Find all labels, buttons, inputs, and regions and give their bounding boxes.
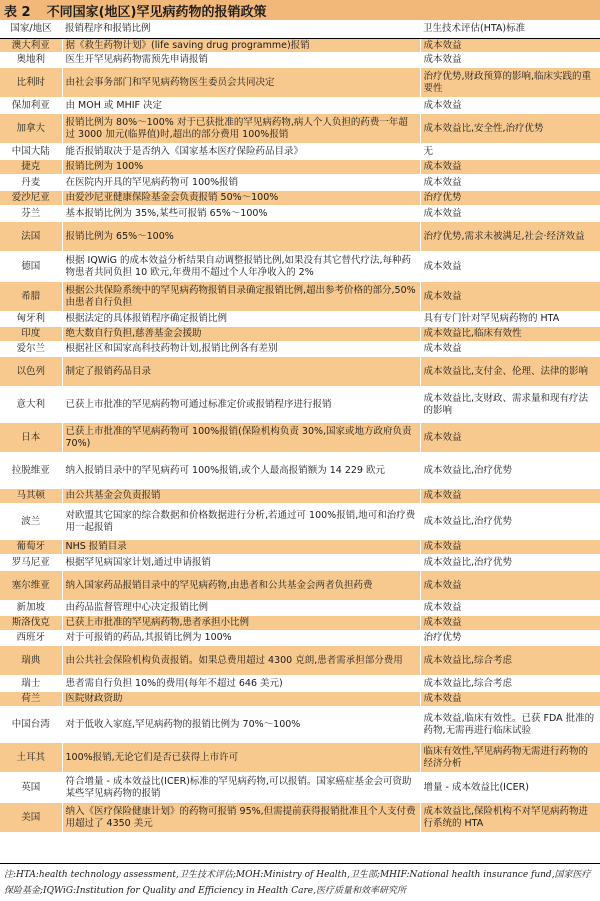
table-row — [0, 743, 600, 773]
table-note: 注:HTA:health technology assessment,卫生技术评估;MOH:Ministry of Health,卫生部;MHIF:National health insurance fund,国家医疗保险基金;IQWiG:Institution for Quality and Efficiency in Health Care,医疗质量和效率研究所 — [0, 863, 600, 899]
policy-cell: 对欧盟其它国家的综合数据和价格数据进行分析,若通过可 100%报销,地可和治疗费用一起报销 — [62, 504, 420, 540]
table-row — [0, 601, 600, 616]
table-row — [0, 191, 600, 206]
policy-cell: 由社会事务部门和罕见病药物医生委员会共同决定 — [62, 68, 420, 98]
country-cell: 德国 — [0, 252, 62, 282]
country-cell: 匈牙利 — [0, 312, 62, 327]
policy-cell: 根据公共保险系统中的罕见病药物报销目录确定报销比例,超出参考价格的部分,50%由患者自行负担 — [62, 282, 420, 312]
policy-cell: 根据罕见病国家计划,通过申请报销 — [62, 555, 420, 571]
country-cell: 爱沙尼亚 — [0, 191, 62, 206]
hta-cell: 成本效益 — [420, 601, 600, 616]
hta-cell: 成本效益 — [420, 282, 600, 312]
table-title — [0, 0, 600, 20]
country-cell: 以色列 — [0, 357, 62, 387]
country-cell: 瑞士 — [0, 676, 62, 692]
policy-cell: 由公共基金会负责报销 — [62, 489, 420, 504]
hta-cell: 成本效益比,保险机构不对罕见病药物进行系统的 HTA — [420, 803, 600, 833]
table-row — [0, 803, 600, 833]
table-row — [0, 646, 600, 676]
hta-cell: 成本效益 — [420, 175, 600, 191]
country-cell: 印度 — [0, 327, 62, 342]
table-row — [0, 571, 600, 601]
country-cell: 美国 — [0, 803, 62, 833]
hta-cell: 成本效益比,治疗优势 — [420, 555, 600, 571]
table-row — [0, 282, 600, 312]
country-cell: 马其顿 — [0, 489, 62, 504]
table-row — [0, 540, 600, 555]
hta-cell: 治疗优势,财政预算的影响,临床实践的重要性 — [420, 68, 600, 98]
hta-cell: 无 — [420, 144, 600, 160]
table-row — [0, 504, 600, 540]
country-cell: 加拿大 — [0, 114, 62, 144]
header-hta: 卫生技术评估(HTA)标准 — [420, 20, 600, 39]
table-row — [0, 453, 600, 489]
table-row — [0, 175, 600, 191]
hta-cell: 成本效益比,治疗优势 — [420, 504, 600, 540]
table-row — [0, 144, 600, 160]
table-row — [0, 206, 600, 222]
policy-cell: 报销比例为 100% — [62, 160, 420, 175]
country-cell: 丹麦 — [0, 175, 62, 191]
country-cell: 拉脱维亚 — [0, 453, 62, 489]
country-cell: 爱尔兰 — [0, 342, 62, 357]
country-cell: 罗马尼亚 — [0, 555, 62, 571]
table-row — [0, 327, 600, 342]
table-row — [0, 631, 600, 646]
table-row — [0, 357, 600, 387]
hta-cell: 成本效益 — [420, 571, 600, 601]
table-row — [0, 423, 600, 453]
country-cell: 保加利亚 — [0, 98, 62, 114]
table-number: 表 2 — [4, 4, 31, 20]
table-row — [0, 342, 600, 357]
table-row — [0, 252, 600, 282]
policy-cell: 对于低收入家庭,罕见病药物的报销比例为 70%～100% — [62, 707, 420, 743]
policy-cell: 根据社区和国家高科技药物计划,报销比例各有差别 — [62, 342, 420, 357]
policy-cell: 据《救生药物计划》(life saving drug programme)报销 — [62, 39, 420, 53]
policy-cell: 由公共社会保险机构负责报销。如果总费用超过 4300 克朗,患者需承担部分费用 — [62, 646, 420, 676]
country-cell: 瑞典 — [0, 646, 62, 676]
table-row — [0, 39, 600, 53]
policy-cell: 已获上市批准的罕见病药物可通过标准定价或报销程序进行报销 — [62, 387, 420, 423]
country-cell: 西班牙 — [0, 631, 62, 646]
table-row — [0, 114, 600, 144]
hta-cell: 成本效益 — [420, 206, 600, 222]
policy-cell: 根据法定的具体报销程序确定报销比例 — [62, 312, 420, 327]
hta-cell: 成本效益 — [420, 540, 600, 555]
hta-cell: 成本效益 — [420, 39, 600, 53]
country-cell: 奥地利 — [0, 53, 62, 68]
country-cell: 斯洛伐克 — [0, 616, 62, 631]
country-cell: 新加坡 — [0, 601, 62, 616]
country-cell: 日本 — [0, 423, 62, 453]
country-cell: 波兰 — [0, 504, 62, 540]
hta-cell: 成本效益 — [420, 53, 600, 68]
hta-cell: 成本效益 — [420, 692, 600, 707]
table-row — [0, 616, 600, 631]
hta-cell: 成本效益 — [420, 252, 600, 282]
policy-cell: 由药品监督管理中心决定报销比例 — [62, 601, 420, 616]
country-cell: 捷克 — [0, 160, 62, 175]
policy-cell: 能否报销取决于是否纳入《国家基本医疗保险药品目录》 — [62, 144, 420, 160]
table-header-row — [0, 20, 600, 39]
policy-cell: 绝大数自行负担,慈善基金会援助 — [62, 327, 420, 342]
table-row — [0, 676, 600, 692]
table-title-text: 不同国家(地区)罕见病药物的报销政策 — [46, 4, 267, 20]
hta-cell: 成本效益 — [420, 423, 600, 453]
country-cell: 中国大陆 — [0, 144, 62, 160]
hta-cell: 成本效益比,综合考虑 — [420, 646, 600, 676]
policy-cell: 由 MOH 或 MHIF 决定 — [62, 98, 420, 114]
header-policy: 报销程序和报销比例 — [62, 20, 420, 39]
hta-cell: 成本效益比,支付金、伦理、法律的影响 — [420, 357, 600, 387]
hta-cell: 成本效益,临床有效性。已获 FDA 批准的药物,无需再进行临床试验 — [420, 707, 600, 743]
policy-cell: 基本报销比例为 35%,某些可报销 65%～100% — [62, 206, 420, 222]
policy-cell: 制定了报销药品目录 — [62, 357, 420, 387]
table-row — [0, 387, 600, 423]
policy-cell: 已获上市批准的罕见病药物可 100%报销(保险机构负责 30%,国家或地方政府负责 70%) — [62, 423, 420, 453]
table-row — [0, 53, 600, 68]
table-row — [0, 68, 600, 98]
hta-cell: 成本效益 — [420, 616, 600, 631]
hta-cell: 成本效益 — [420, 98, 600, 114]
country-cell: 澳大利亚 — [0, 39, 62, 53]
table-row — [0, 773, 600, 803]
country-cell: 芬兰 — [0, 206, 62, 222]
hta-cell: 治疗优势,需求未被满足,社会·经济效益 — [420, 222, 600, 252]
country-cell: 希腊 — [0, 282, 62, 312]
policy-cell: 由爱沙尼亚健康保险基金会负责报销 50%～100% — [62, 191, 420, 206]
table-row — [0, 312, 600, 327]
table-row — [0, 489, 600, 504]
country-cell: 葡萄牙 — [0, 540, 62, 555]
country-cell: 意大利 — [0, 387, 62, 423]
policy-table — [0, 20, 600, 833]
country-cell: 法国 — [0, 222, 62, 252]
policy-cell: 医院财政资助 — [62, 692, 420, 707]
policy-cell: 已获上市批准的罕见病药物,患者承担小比例 — [62, 616, 420, 631]
policy-cell: 纳入国家药品报销目录中的罕见病药物,由患者和公共基金会两者负担药费 — [62, 571, 420, 601]
table-row — [0, 160, 600, 175]
policy-cell: 医生开罕见病药物需预先申请报销 — [62, 53, 420, 68]
policy-cell: 100%报销,无论它们是否已获得上市许可 — [62, 743, 420, 773]
policy-cell: 纳入《医疗保险健康计划》的药物可报销 95%,但需提前获得报销批准且个人支付费用超过了 4350 美元 — [62, 803, 420, 833]
policy-cell: 纳入报销目录中的罕见病药可 100%报销,或个人最高报销额为 14 229 欧元 — [62, 453, 420, 489]
country-cell: 塞尔维亚 — [0, 571, 62, 601]
table-row — [0, 98, 600, 114]
policy-cell: 符合增量 - 成本效益比(ICER)标准的罕见病药物,可以报销。国家癌症基金会可资助某些罕见病药物的报销 — [62, 773, 420, 803]
hta-cell: 成本效益 — [420, 160, 600, 175]
hta-cell: 成本效益 — [420, 489, 600, 504]
policy-cell: 根据 IQWiG 的成本效益分析结果自动调整报销比例,如果没有其它替代疗法,每种药物患者共同负担 10 欧元,年费用不超过个人年净收入的 2% — [62, 252, 420, 282]
table-row — [0, 692, 600, 707]
hta-cell: 治疗优势 — [420, 631, 600, 646]
policy-cell: 对于可报销的药品,其报销比例为 100% — [62, 631, 420, 646]
table-body — [0, 39, 600, 833]
hta-cell: 成本效益比,综合考虑 — [420, 676, 600, 692]
hta-cell: 具有专门针对罕见病药物的 HTA — [420, 312, 600, 327]
hta-cell: 临床有效性,罕见病药物无需进行药物的经济分析 — [420, 743, 600, 773]
policy-cell: NHS 报销目录 — [62, 540, 420, 555]
country-cell: 荷兰 — [0, 692, 62, 707]
hta-cell: 增量 - 成本效益比(ICER) — [420, 773, 600, 803]
policy-cell: 报销比例为 65%～100% — [62, 222, 420, 252]
header-country: 国家/地区 — [0, 20, 62, 39]
table-row — [0, 555, 600, 571]
hta-cell: 成本效益比,安全性,治疗优势 — [420, 114, 600, 144]
country-cell: 中国台湾 — [0, 707, 62, 743]
policy-cell: 报销比例为 80%～100% 对于已获批准的罕见病药物,病人个人负担的药费一年超过 3000 加元(临界值)时,超出的部分费用 100%报销 — [62, 114, 420, 144]
hta-cell: 成本效益比,临床有效性 — [420, 327, 600, 342]
table-row — [0, 707, 600, 743]
table-row — [0, 222, 600, 252]
policy-cell: 在医院内开具的罕见病药物可 100%报销 — [62, 175, 420, 191]
hta-cell: 治疗优势 — [420, 191, 600, 206]
hta-cell: 成本效益 — [420, 342, 600, 357]
hta-cell: 成本效益比,治疗优势 — [420, 453, 600, 489]
country-cell: 比利时 — [0, 68, 62, 98]
country-cell: 土耳其 — [0, 743, 62, 773]
country-cell: 英国 — [0, 773, 62, 803]
policy-cell: 患者需自行负担 10%的费用(每年不超过 646 美元) — [62, 676, 420, 692]
hta-cell: 成本效益比,支财政、需求量和现有疗法的影响 — [420, 387, 600, 423]
